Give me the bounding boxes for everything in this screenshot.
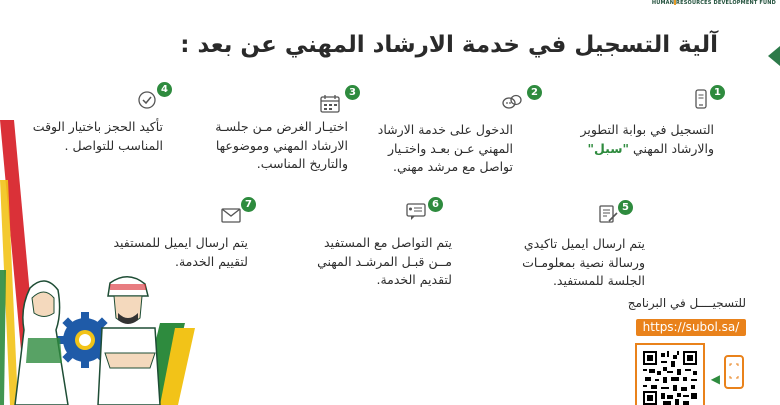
step-4-badge: 4: [157, 82, 172, 97]
qr-code-icon: [643, 351, 697, 405]
step-4-line-1: تأكيد الحجز باختيار الوقت: [32, 119, 163, 134]
step-1-line-1: التسجيل في بوابة التطوير: [580, 122, 714, 137]
step-4-text: [3, 118, 163, 155]
step-5-line-3: الجلسة للمستفيد.: [552, 273, 645, 288]
step-6-line-2: مــن قبـل المرشـد المهني: [317, 253, 452, 269]
title-accent: [768, 46, 780, 66]
sobol-brand: "سبل": [587, 140, 630, 156]
step-3-badge: 3: [345, 85, 360, 100]
register-url-link[interactable]: https://subol.sa/: [636, 319, 746, 336]
mobile-phone-icon: [690, 88, 712, 110]
step-6-text: [292, 234, 452, 290]
step-2-badge: 2: [527, 85, 542, 100]
step-5-line-2: ورسالة نصية بمعلومـات: [522, 254, 645, 270]
step-3-line-1: اختيـار الغرض مـن جلسـة: [215, 119, 348, 134]
step-7-badge: 7: [241, 197, 256, 212]
step-5-badge: 5: [618, 200, 633, 215]
step-3-line-3: والتاريخ المناسب.: [256, 156, 348, 171]
envelope-icon: [220, 204, 242, 226]
register-label: للتسجيــــل في البرنامج: [627, 296, 746, 310]
page-title: آلية التسجيل في خدمة الارشاد المهني عن بعد :: [180, 32, 718, 58]
step-3-text: [188, 118, 348, 174]
check-circle-icon: [136, 89, 158, 111]
step-7-line-1: يتم ارسال ايميل للمستفيد: [113, 235, 248, 250]
step-5-line-1: يتم ارسال ايميل تاكيدي: [523, 236, 645, 251]
step-6-line-1: يتم التواصل مع المستفيد: [324, 235, 452, 250]
step-5-text: [485, 235, 645, 291]
chat-bubbles-icon: [501, 92, 523, 114]
step-1-badge: 1: [710, 85, 725, 100]
people-illustration: [10, 268, 200, 405]
qr-code-frame[interactable]: [635, 343, 705, 405]
message-person-icon: [405, 201, 427, 223]
step-7-line-2: لتقييم الخدمة.: [174, 253, 248, 269]
step-6-line-3: لتقديم الخدمة.: [376, 272, 452, 287]
step-1-line-2: والارشاد المهني "سبل": [587, 140, 714, 156]
arrow-left-icon: ◀: [710, 372, 720, 386]
step-2-line-2: المهني عـن بعـد واختـيار: [387, 140, 513, 156]
step-1-text: [524, 121, 714, 158]
phone-scan-icon: [724, 355, 744, 389]
step-4-line-2: المناسب للتواصل .: [64, 137, 163, 153]
step-2-line-3: تواصل مع مرشد مهني.: [392, 159, 513, 174]
step-2-line-1: الدخول على خدمة الارشاد: [377, 122, 513, 137]
step-3-line-2: الارشاد المهني وموضوعها: [215, 137, 348, 153]
step-7-text: [88, 234, 248, 271]
logo-text: HUMAN RESOURCES DEVELOPMENT FUND: [651, 0, 776, 6]
calendar-icon: [319, 93, 341, 115]
step-6-badge: 6: [428, 197, 443, 212]
step-2-text: [363, 121, 513, 177]
document-edit-icon: [597, 203, 619, 225]
